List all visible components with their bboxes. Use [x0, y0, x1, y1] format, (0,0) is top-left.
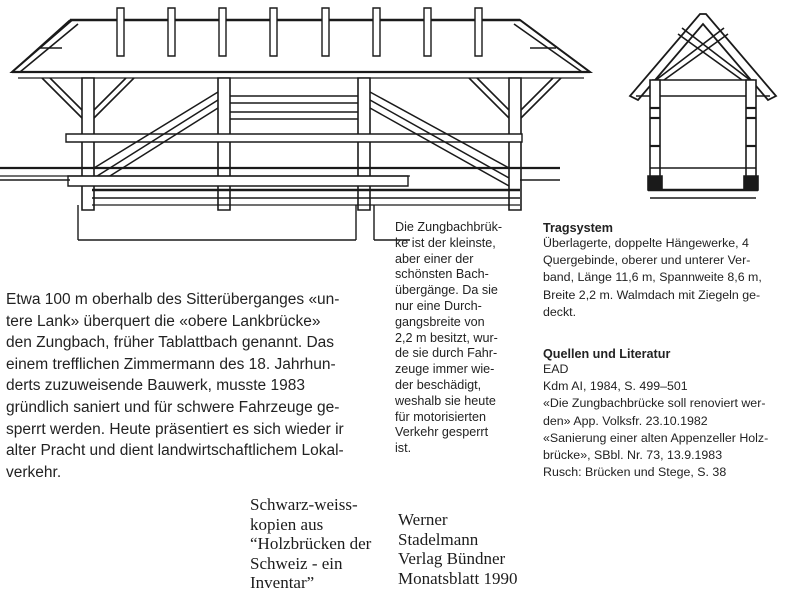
tragsystem-text: Überlagerte, doppelte Hängewerke, 4 Quergebinde, oberer und unterer Ver- band, Länge 11,6 m, Spannweite 8,6 m, Breite 2,2 m. Walmdach mit Ziegeln ge- deckt.	[543, 236, 762, 319]
handwritten-note-left: Schwarz-weiss- kopien aus “Holzbrücken der Schweiz - ein Inventar”	[250, 495, 372, 593]
handwritten-note-right: Werner Stadelmann Verlag Bündner Monatsblatt 1990	[398, 510, 518, 588]
tragsystem-section	[543, 221, 796, 321]
sidebar-description-text: Die Zungbachbrük- ke ist der kleinste, aber einer der schönsten Bach- übergänge. Da sie nur eine Durch- gangsbreite von 2,2 m besitzt, wur- de sie durch Fahr- zeuge immer wie- der beschädigt, weshalb sie heute für motorisierten Verkehr gesperrt ist.	[395, 220, 503, 456]
main-description-text: Etwa 100 m oberhalb des Sitterüberganges «un- tere Lank» überquert die «obere Lankbrücke» den Zungbach, früher Tablattbach genannt. Das einem trefflichen Zimmermann des 18. Jahrhun- derts zuzuweisende Bauwerk, musste 1983 gründlich saniert und für schwere Fahrzeuge ge- sperrt werden. Heute präsentiert es sich wieder ir alter Pracht und dient landwirtschaftlichem Lokal- verkehr.	[6, 291, 344, 481]
quellen-text: EAD Kdm AI, 1984, S. 499–501 «Die Zungbachbrücke soll renoviert wer- den» App. Volksfr. 23.10.1982 «Sanierung einer alten Appenzeller Holz- brücke», SBbl. Nr. 73, 13.9.1983 Rusch: Brücken und Stege, S. 38	[543, 362, 769, 480]
cross-section-left-post	[650, 80, 660, 190]
cross-section-right-post	[746, 80, 756, 190]
tragsystem-heading: Tragsystem	[543, 221, 614, 235]
quellen-heading: Quellen und Literatur	[543, 347, 671, 361]
horizontal-beams	[66, 96, 522, 142]
bridge-cross-section-drawing	[628, 8, 798, 208]
quellen-section	[543, 347, 796, 481]
roof-outline	[12, 20, 590, 72]
